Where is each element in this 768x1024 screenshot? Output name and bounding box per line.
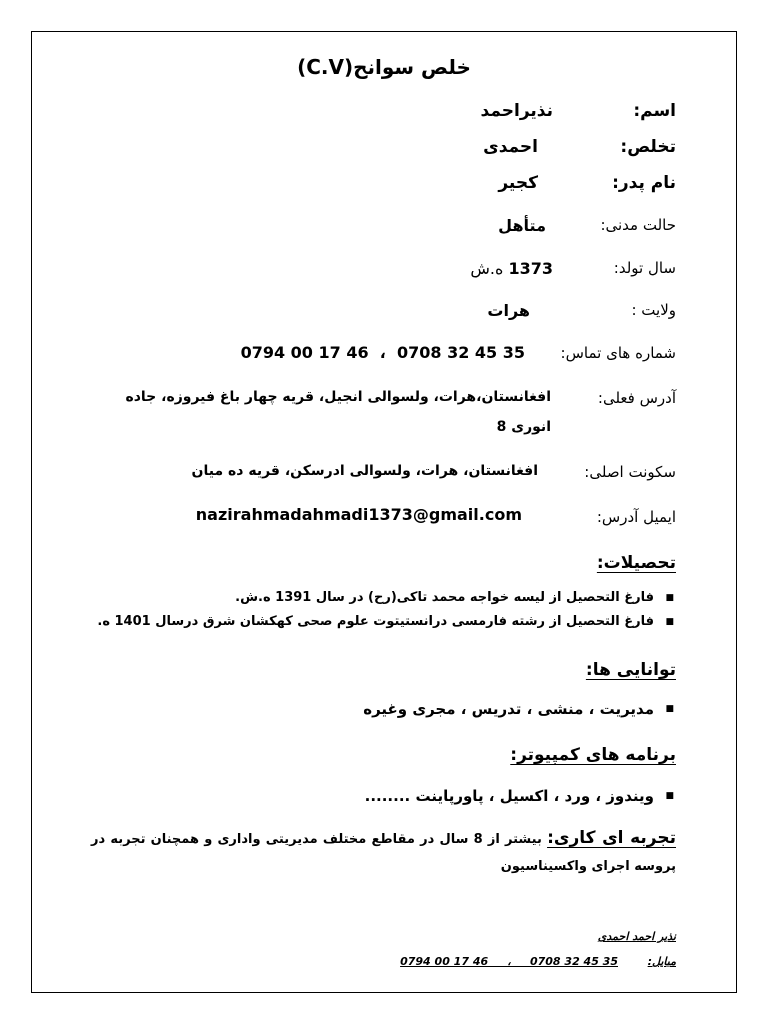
surname-value: احمدی [483, 137, 538, 157]
origin-value: افغانستان، هرات، ولسوالی ادرسکن، قریه ده میان [191, 463, 538, 479]
email-label: ایمیل آدرس: [596, 508, 676, 526]
father-name-value: کجیر [498, 173, 538, 193]
computer-list [365, 784, 676, 808]
marital-status-value: متأهل [498, 216, 546, 235]
skills-list [363, 697, 676, 721]
list-item: ■ مدیریت ، منشی ، تدریس ، مجری وغیره [363, 697, 676, 721]
origin-label: سکونت اصلی: [584, 463, 676, 481]
marital-status-label: حالت مدنی: [600, 216, 676, 234]
education-heading: تحصیلات: [596, 553, 676, 573]
surname-label: تخلص: [620, 137, 676, 157]
email-value: nazirahmadahmadi1373@gmail.com [195, 505, 522, 524]
list-item: ■ فارغ التحصیل از لیسه خواجه محمد تاکی(رح) در سال 1391 ه.ش. [97, 586, 676, 610]
experience-text: بیشتر از 8 سال در مقاطع مختلف مدیریتی واداری و همچنان تجربه در پروسه اجرای واکسیناسیون [91, 832, 676, 874]
signature-phones: 0794 00 17 46 ، 0708 32 45 35 [400, 955, 618, 968]
phone-label: شماره های تماس: [560, 344, 676, 362]
skills-heading: توانایی ها: [585, 660, 676, 680]
list-item: ■ ویندوز ، ورد ، اکسیل ، پاورپاینت ........ [365, 784, 676, 808]
address-line1: افغانستان،هرات، ولسوالی انجیل، قریه چهار باغ فیروزه، جاده [125, 389, 551, 405]
address-line2: انوری 8 [496, 419, 551, 435]
signature-mobile-label: مبایل: [647, 955, 676, 968]
father-name-label: نام پدر: [612, 173, 676, 193]
name-label: اسم: [633, 101, 676, 121]
birth-year-number: 1373 [508, 259, 553, 278]
phone-numbers: 0794 00 17 46 ، 0708 32 45 35 [240, 343, 525, 362]
address-label: آدرس فعلی: [597, 389, 676, 407]
province-value: هرات [487, 301, 530, 320]
birth-year-label: سال تولد: [613, 259, 676, 277]
experience-paragraph [91, 825, 676, 880]
list-item: ■ فارغ التحصیل از رشته فارمسی درانستیتوت علوم صحی کهکشان شرق درسال 1401 ه. [97, 610, 676, 634]
signature-name: نذیر احمد احمدی [597, 930, 676, 943]
name-value: نذیراحمد [480, 101, 553, 121]
education-list [97, 586, 676, 634]
birth-year-suffix: ه.ش [470, 259, 504, 278]
birth-year [470, 259, 553, 278]
page-title: خلص سوانح(C.V) [297, 55, 471, 79]
computer-heading: برنامه های کمپیوتر: [510, 745, 676, 765]
experience-heading: تجربه ای کاری: [547, 828, 676, 848]
province-label: ولایت : [631, 301, 676, 319]
